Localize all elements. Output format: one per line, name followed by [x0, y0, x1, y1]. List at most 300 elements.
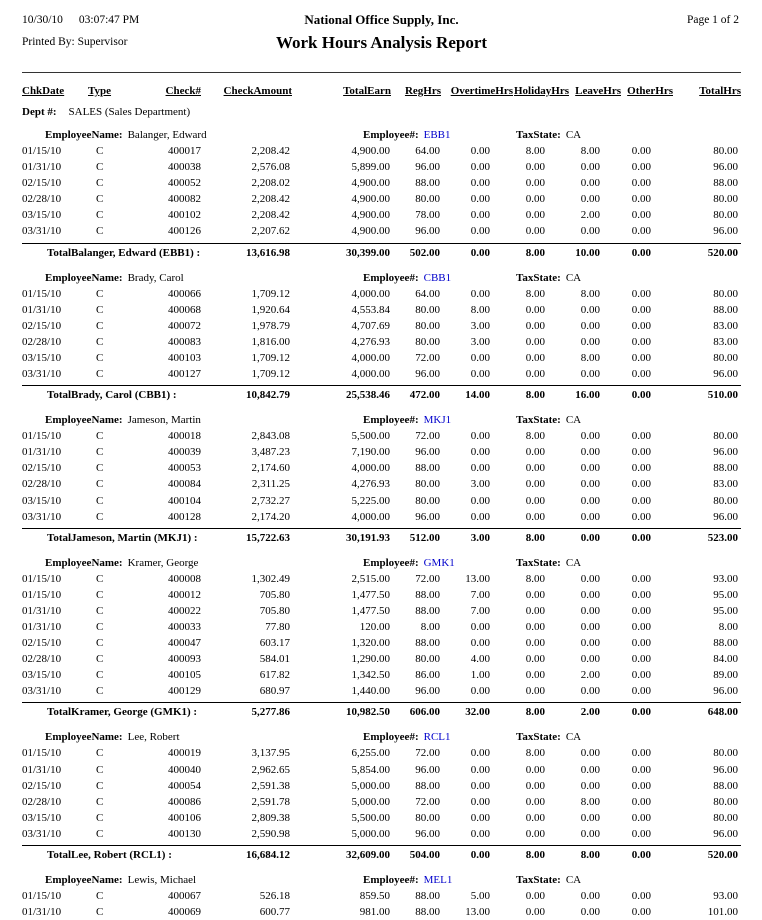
- cell-check-amount: 705.80: [259, 588, 290, 601]
- cell-check-number: 400008: [168, 572, 201, 585]
- cell-leave-hrs: 0.00: [580, 827, 600, 840]
- cell-total-earn: 5,000.00: [351, 827, 390, 840]
- total-overtime-hrs: 0.00: [470, 849, 490, 861]
- cell-reg-hrs: 96.00: [415, 225, 440, 238]
- cell-overtime-hrs: 0.00: [470, 446, 490, 459]
- cell-holiday-hrs: 0.00: [525, 494, 545, 507]
- cell-overtime-hrs: 0.00: [470, 225, 490, 238]
- dept-row: [22, 104, 741, 120]
- detail-row: [22, 635, 741, 651]
- total-check-amount: 15,722.63: [246, 531, 290, 544]
- cell-check-type: C: [96, 685, 104, 698]
- detail-row: [22, 587, 741, 603]
- cell-chk-date: 03/31/10: [22, 225, 62, 238]
- cell-other-hrs: 0.00: [631, 763, 651, 776]
- cell-reg-hrs: 96.00: [415, 161, 440, 174]
- cell-leave-hrs: 8.00: [580, 145, 600, 157]
- cell-overtime-hrs: 0.00: [470, 795, 490, 808]
- tax-state-value: CA: [565, 874, 582, 886]
- cell-total-hrs: 96.00: [713, 763, 738, 776]
- cell-leave-hrs: 0.00: [580, 368, 600, 381]
- cell-other-hrs: 0.00: [631, 637, 651, 650]
- cell-total-earn: 859.50: [359, 890, 390, 902]
- cell-overtime-hrs: 7.00: [470, 604, 490, 617]
- cell-overtime-hrs: 0.00: [470, 287, 490, 300]
- cell-check-amount: 2,576.08: [251, 161, 290, 174]
- cell-chk-date: 03/31/10: [22, 510, 62, 523]
- report-header: [22, 10, 741, 64]
- cell-holiday-hrs: 0.00: [525, 685, 545, 698]
- cell-reg-hrs: 64.00: [415, 145, 440, 157]
- total-check-amount: 16,684.12: [246, 849, 290, 861]
- employee-header-row: [22, 412, 741, 428]
- cell-check-amount: 2,591.38: [251, 779, 290, 792]
- cell-reg-hrs: 72.00: [415, 430, 440, 443]
- cell-holiday-hrs: 0.00: [525, 906, 545, 919]
- cell-total-hrs: 93.00: [713, 572, 738, 585]
- cell-check-amount: 3,487.23: [251, 446, 290, 459]
- cell-check-number: 400047: [168, 637, 201, 650]
- cell-overtime-hrs: 0.00: [470, 763, 490, 776]
- employee-block: [22, 270, 741, 406]
- detail-row: [22, 571, 741, 587]
- cell-check-type: C: [96, 795, 104, 808]
- cell-other-hrs: 0.00: [631, 604, 651, 617]
- cell-chk-date: 01/31/10: [22, 161, 62, 174]
- employee-number-label: Employee#:: [363, 874, 419, 886]
- detail-row: [22, 683, 741, 699]
- employee-number-group: [363, 872, 452, 888]
- employee-name-group: [45, 729, 180, 745]
- cell-total-earn: 1,440.00: [351, 685, 390, 698]
- employee-total-row: [22, 845, 741, 865]
- cell-leave-hrs: 0.00: [580, 620, 600, 633]
- cell-other-hrs: 0.00: [631, 890, 651, 902]
- cell-reg-hrs: 96.00: [415, 685, 440, 698]
- cell-total-hrs: 83.00: [713, 319, 738, 332]
- total-total-hrs: 510.00: [707, 389, 738, 402]
- detail-row: [22, 428, 741, 444]
- cell-total-hrs: 80.00: [713, 351, 738, 364]
- printed-by-value: Supervisor: [77, 36, 128, 48]
- detail-row: [22, 904, 741, 920]
- cell-chk-date: 03/15/10: [22, 811, 62, 824]
- employee-name-group: [45, 555, 198, 571]
- detail-row: [22, 143, 741, 159]
- cell-leave-hrs: 0.00: [580, 494, 600, 507]
- cell-total-earn: 4,000.00: [351, 510, 390, 523]
- cell-check-number: 400068: [168, 303, 201, 316]
- cell-other-hrs: 0.00: [631, 430, 651, 443]
- cell-holiday-hrs: 0.00: [525, 620, 545, 633]
- cell-holiday-hrs: 8.00: [525, 747, 545, 760]
- cell-other-hrs: 0.00: [631, 478, 651, 491]
- company-name: National Office Supply, Inc.: [304, 12, 459, 27]
- employee-number-group: [363, 270, 451, 286]
- cell-check-amount: 2,208.42: [251, 193, 290, 206]
- print-datetime: [22, 14, 139, 27]
- cell-holiday-hrs: 0.00: [525, 779, 545, 792]
- cell-leave-hrs: 0.00: [580, 177, 600, 190]
- cell-check-amount: 526.18: [259, 890, 290, 902]
- cell-check-type: C: [96, 906, 104, 919]
- cell-check-type: C: [96, 637, 104, 650]
- cell-check-number: 400072: [168, 319, 201, 332]
- cell-total-earn: 4,553.84: [351, 303, 390, 316]
- cell-check-amount: 1,709.12: [251, 351, 290, 364]
- cell-total-earn: 4,707.69: [351, 319, 390, 332]
- employee-number-label: Employee#:: [363, 129, 419, 141]
- cell-leave-hrs: 0.00: [580, 653, 600, 666]
- total-other-hrs: 0.00: [631, 706, 651, 719]
- cell-total-earn: 4,000.00: [351, 462, 390, 475]
- cell-overtime-hrs: 0.00: [470, 747, 490, 760]
- cell-check-number: 400084: [168, 478, 201, 491]
- cell-leave-hrs: 0.00: [580, 335, 600, 348]
- cell-check-amount: 584.01: [259, 653, 290, 666]
- cell-total-hrs: 95.00: [713, 604, 738, 617]
- cell-total-earn: 4,900.00: [351, 177, 390, 190]
- cell-total-earn: 5,854.00: [351, 763, 390, 776]
- employee-total-row: [22, 528, 741, 548]
- employee-number-value: MKJ1: [423, 414, 452, 427]
- cell-reg-hrs: 80.00: [415, 811, 440, 824]
- total-total-earn: 10,982.50: [346, 706, 390, 719]
- cell-check-amount: 2,732.27: [251, 494, 290, 507]
- employee-number-group: [363, 412, 451, 428]
- cell-check-number: 400069: [168, 906, 201, 919]
- cell-holiday-hrs: 0.00: [525, 811, 545, 824]
- cell-reg-hrs: 72.00: [415, 572, 440, 585]
- cell-chk-date: 02/15/10: [22, 779, 62, 792]
- total-reg-hrs: 512.00: [409, 531, 440, 544]
- col-header-leave-hrs: LeaveHrs: [575, 85, 621, 97]
- cell-check-type: C: [96, 588, 104, 601]
- cell-other-hrs: 0.00: [631, 193, 651, 206]
- employee-block: [22, 555, 741, 723]
- cell-chk-date: 01/31/10: [22, 446, 62, 459]
- cell-total-earn: 1,320.00: [351, 637, 390, 650]
- cell-check-number: 400130: [168, 827, 201, 840]
- detail-row: [22, 286, 741, 302]
- cell-total-hrs: 83.00: [713, 335, 738, 348]
- cell-check-type: C: [96, 763, 104, 776]
- cell-chk-date: 03/15/10: [22, 351, 62, 364]
- cell-check-amount: 2,311.25: [251, 478, 290, 491]
- cell-check-type: C: [96, 351, 104, 364]
- cell-check-amount: 600.77: [259, 906, 290, 919]
- cell-total-hrs: 80.00: [713, 811, 738, 824]
- cell-holiday-hrs: 0.00: [525, 827, 545, 840]
- cell-total-earn: 1,290.00: [351, 653, 390, 666]
- cell-leave-hrs: 0.00: [580, 604, 600, 617]
- cell-check-amount: 2,962.65: [251, 763, 290, 776]
- cell-reg-hrs: 96.00: [415, 368, 440, 381]
- cell-leave-hrs: 0.00: [580, 193, 600, 206]
- cell-leave-hrs: 0.00: [580, 763, 600, 776]
- employee-name-group: [45, 412, 201, 428]
- tax-state-value: CA: [565, 556, 582, 569]
- cell-check-amount: 2,174.20: [251, 510, 290, 523]
- cell-leave-hrs: 0.00: [580, 446, 600, 459]
- cell-other-hrs: 0.00: [631, 351, 651, 364]
- cell-check-number: 400033: [168, 620, 201, 633]
- cell-reg-hrs: 88.00: [415, 177, 440, 190]
- cell-other-hrs: 0.00: [631, 303, 651, 316]
- cell-check-number: 400038: [168, 161, 201, 174]
- cell-holiday-hrs: 0.00: [525, 368, 545, 381]
- employee-header-row: [22, 555, 741, 571]
- cell-check-type: C: [96, 145, 104, 157]
- cell-check-number: 400127: [168, 368, 201, 381]
- cell-chk-date: 01/31/10: [22, 620, 62, 633]
- cell-check-type: C: [96, 462, 104, 475]
- cell-total-hrs: 80.00: [713, 287, 738, 300]
- employee-total-label: TotalBrady, Carol (CBB1) :: [47, 389, 177, 402]
- cell-holiday-hrs: 0.00: [525, 225, 545, 238]
- employee-name-value: Balanger, Edward: [127, 129, 207, 141]
- cell-check-amount: 2,591.78: [251, 795, 290, 808]
- cell-other-hrs: 0.00: [631, 145, 651, 157]
- cell-overtime-hrs: 5.00: [470, 890, 490, 902]
- cell-check-type: C: [96, 319, 104, 332]
- cell-check-number: 400103: [168, 351, 201, 364]
- cell-reg-hrs: 80.00: [415, 335, 440, 348]
- cell-other-hrs: 0.00: [631, 161, 651, 174]
- tax-state-value: CA: [565, 129, 582, 141]
- cell-leave-hrs: 2.00: [580, 209, 600, 222]
- total-leave-hrs: 10.00: [575, 246, 600, 259]
- employee-name-value: Jameson, Martin: [127, 414, 201, 427]
- cell-check-amount: 680.97: [259, 685, 290, 698]
- cell-check-type: C: [96, 193, 104, 206]
- printed-by-row: [22, 36, 139, 49]
- cell-overtime-hrs: 0.00: [470, 161, 490, 174]
- cell-reg-hrs: 72.00: [415, 351, 440, 364]
- cell-total-hrs: 88.00: [713, 303, 738, 316]
- cell-total-earn: 5,500.00: [351, 811, 390, 824]
- cell-check-number: 400128: [168, 510, 201, 523]
- cell-chk-date: 02/28/10: [22, 795, 62, 808]
- cell-total-hrs: 80.00: [713, 193, 738, 206]
- cell-other-hrs: 0.00: [631, 779, 651, 792]
- cell-check-number: 400052: [168, 177, 201, 190]
- cell-other-hrs: 0.00: [631, 685, 651, 698]
- cell-check-amount: 1,709.12: [251, 368, 290, 381]
- cell-overtime-hrs: 0.00: [470, 193, 490, 206]
- cell-check-number: 400017: [168, 145, 201, 157]
- cell-check-type: C: [96, 811, 104, 824]
- tax-state-label: TaxState:: [516, 271, 561, 284]
- cell-total-hrs: 80.00: [713, 430, 738, 443]
- detail-row: [22, 318, 741, 334]
- cell-other-hrs: 0.00: [631, 462, 651, 475]
- detail-row: [22, 175, 741, 191]
- cell-total-earn: 4,900.00: [351, 145, 390, 157]
- cell-check-amount: 603.17: [259, 637, 290, 650]
- cell-leave-hrs: 0.00: [580, 685, 600, 698]
- total-overtime-hrs: 14.00: [465, 389, 490, 402]
- cell-overtime-hrs: 0.00: [470, 811, 490, 824]
- cell-holiday-hrs: 0.00: [525, 653, 545, 666]
- cell-chk-date: 01/31/10: [22, 604, 62, 617]
- cell-overtime-hrs: 0.00: [470, 494, 490, 507]
- cell-check-number: 400019: [168, 747, 201, 760]
- detail-row: [22, 493, 741, 509]
- cell-check-number: 400066: [168, 287, 201, 300]
- cell-overtime-hrs: 0.00: [470, 177, 490, 190]
- cell-reg-hrs: 72.00: [415, 795, 440, 808]
- cell-other-hrs: 0.00: [631, 446, 651, 459]
- cell-holiday-hrs: 0.00: [525, 478, 545, 491]
- dept-value: SALES (Sales Department): [68, 106, 191, 118]
- tax-state-label: TaxState:: [516, 731, 561, 744]
- cell-leave-hrs: 0.00: [580, 430, 600, 443]
- cell-other-hrs: 0.00: [631, 368, 651, 381]
- employee-number-label: Employee#:: [363, 556, 419, 569]
- cell-other-hrs: 0.00: [631, 287, 651, 300]
- detail-row: [22, 366, 741, 382]
- cell-leave-hrs: 0.00: [580, 637, 600, 650]
- cell-check-amount: 1,709.12: [251, 287, 290, 300]
- cell-chk-date: 03/31/10: [22, 827, 62, 840]
- total-check-amount: 13,616.98: [246, 246, 290, 259]
- cell-chk-date: 01/15/10: [22, 890, 62, 902]
- cell-holiday-hrs: 0.00: [525, 510, 545, 523]
- col-header-holiday-hrs: HolidayHrs: [513, 85, 569, 97]
- cell-reg-hrs: 88.00: [415, 906, 440, 919]
- cell-leave-hrs: 0.00: [580, 572, 600, 585]
- col-header-type: Type: [88, 85, 112, 97]
- cell-leave-hrs: 8.00: [580, 287, 600, 300]
- cell-check-amount: 2,208.42: [251, 209, 290, 222]
- cell-leave-hrs: 8.00: [580, 351, 600, 364]
- cell-reg-hrs: 80.00: [415, 653, 440, 666]
- total-other-hrs: 0.00: [631, 389, 651, 402]
- total-total-earn: 30,399.00: [346, 246, 390, 259]
- cell-check-type: C: [96, 620, 104, 633]
- employee-block: [22, 872, 741, 920]
- detail-row: [22, 667, 741, 683]
- dept-label: Dept #:: [22, 106, 57, 118]
- cell-total-earn: 1,342.50: [351, 669, 390, 682]
- cell-other-hrs: 0.00: [631, 795, 651, 808]
- cell-total-earn: 2,515.00: [351, 572, 390, 585]
- cell-reg-hrs: 96.00: [415, 827, 440, 840]
- cell-chk-date: 03/31/10: [22, 368, 62, 381]
- cell-check-amount: 1,302.49: [251, 572, 290, 585]
- cell-reg-hrs: 64.00: [415, 287, 440, 300]
- employee-name-label: EmployeeName:: [45, 874, 123, 886]
- cell-holiday-hrs: 0.00: [525, 462, 545, 475]
- cell-other-hrs: 0.00: [631, 494, 651, 507]
- tax-state-value: CA: [565, 414, 582, 427]
- total-leave-hrs: 16.00: [575, 389, 600, 402]
- employee-total-label: TotalKramer, George (GMK1) :: [47, 706, 198, 719]
- cell-check-type: C: [96, 510, 104, 523]
- total-other-hrs: 0.00: [631, 849, 651, 861]
- col-header-total-earn: TotalEarn: [343, 85, 391, 97]
- cell-check-amount: 2,843.08: [251, 430, 290, 443]
- cell-holiday-hrs: 0.00: [525, 890, 545, 902]
- cell-chk-date: 01/15/10: [22, 287, 62, 300]
- cell-total-hrs: 93.00: [713, 890, 738, 902]
- detail-row: [22, 745, 741, 761]
- cell-other-hrs: 0.00: [631, 588, 651, 601]
- cell-total-earn: 1,477.50: [351, 604, 390, 617]
- total-other-hrs: 0.00: [631, 246, 651, 259]
- cell-overtime-hrs: 3.00: [470, 319, 490, 332]
- cell-check-number: 400012: [168, 588, 201, 601]
- cell-chk-date: 01/15/10: [22, 572, 62, 585]
- cell-total-hrs: 80.00: [713, 209, 738, 222]
- cell-total-hrs: 96.00: [713, 510, 738, 523]
- cell-leave-hrs: 0.00: [580, 161, 600, 174]
- cell-overtime-hrs: 0.00: [470, 145, 490, 157]
- cell-total-hrs: 96.00: [713, 446, 738, 459]
- detail-row: [22, 888, 741, 904]
- cell-total-hrs: 84.00: [713, 653, 738, 666]
- employee-number-value: RCL1: [423, 731, 451, 744]
- employee-total-row: [22, 702, 741, 722]
- cell-total-hrs: 80.00: [713, 145, 738, 157]
- cell-check-type: C: [96, 604, 104, 617]
- cell-leave-hrs: 0.00: [580, 303, 600, 316]
- cell-total-earn: 4,900.00: [351, 225, 390, 238]
- cell-chk-date: 01/15/10: [22, 145, 62, 157]
- total-total-earn: 32,609.00: [346, 849, 390, 861]
- cell-check-type: C: [96, 368, 104, 381]
- cell-check-amount: 77.80: [265, 620, 290, 633]
- cell-chk-date: 01/15/10: [22, 588, 62, 601]
- total-check-amount: 10,842.79: [246, 389, 290, 402]
- total-total-earn: 30,191.93: [346, 531, 390, 544]
- cell-chk-date: 03/31/10: [22, 685, 62, 698]
- cell-total-hrs: 96.00: [713, 685, 738, 698]
- cell-chk-date: 02/15/10: [22, 462, 62, 475]
- cell-total-earn: 4,000.00: [351, 368, 390, 381]
- cell-leave-hrs: 0.00: [580, 906, 600, 919]
- detail-row: [22, 826, 741, 842]
- detail-row: [22, 159, 741, 175]
- total-total-hrs: 648.00: [707, 706, 738, 719]
- cell-holiday-hrs: 0.00: [525, 351, 545, 364]
- detail-row: [22, 460, 741, 476]
- cell-total-hrs: 88.00: [713, 462, 738, 475]
- total-other-hrs: 0.00: [631, 531, 651, 544]
- cell-check-type: C: [96, 209, 104, 222]
- cell-check-amount: 2,590.98: [251, 827, 290, 840]
- total-holiday-hrs: 8.00: [525, 246, 545, 259]
- cell-chk-date: 01/31/10: [22, 303, 62, 316]
- cell-chk-date: 01/15/10: [22, 430, 62, 443]
- cell-total-earn: 1,477.50: [351, 588, 390, 601]
- cell-check-type: C: [96, 161, 104, 174]
- tax-state-label: TaxState:: [516, 874, 561, 886]
- total-total-hrs: 523.00: [707, 531, 738, 544]
- cell-check-type: C: [96, 747, 104, 760]
- cell-holiday-hrs: 8.00: [525, 430, 545, 443]
- cell-check-number: 400086: [168, 795, 201, 808]
- cell-leave-hrs: 0.00: [580, 478, 600, 491]
- cell-other-hrs: 0.00: [631, 335, 651, 348]
- detail-row: [22, 509, 741, 525]
- total-holiday-hrs: 8.00: [525, 389, 545, 402]
- cell-reg-hrs: 88.00: [415, 637, 440, 650]
- detail-row: [22, 778, 741, 794]
- cell-overtime-hrs: 0.00: [470, 209, 490, 222]
- cell-check-number: 400102: [168, 209, 201, 222]
